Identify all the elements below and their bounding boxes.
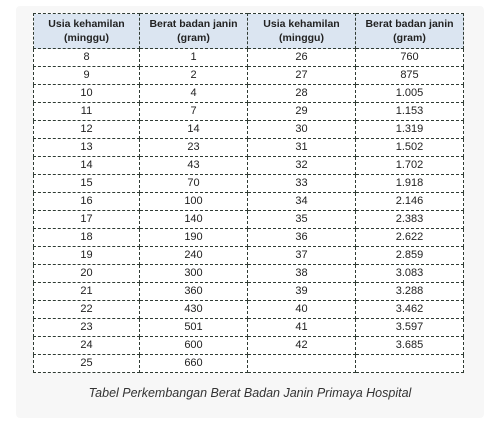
cell-fetal-weight: 1.702 xyxy=(356,157,464,175)
cell-gestational-age: 41 xyxy=(248,319,356,337)
header-line: Usia kehamilan xyxy=(263,18,340,30)
header-unit: (gram) xyxy=(177,32,210,44)
cell-fetal-weight xyxy=(356,355,464,373)
table-row xyxy=(34,247,464,265)
cell-fetal-weight: 3.597 xyxy=(356,319,464,337)
cell-gestational-age: 28 xyxy=(248,85,356,103)
table-row xyxy=(34,337,464,355)
cell-fetal-weight: 430 xyxy=(140,301,248,319)
table-row xyxy=(34,85,464,103)
header-unit: (minggu) xyxy=(64,32,109,44)
cell-gestational-age: 8 xyxy=(34,49,140,67)
cell-gestational-age: 38 xyxy=(248,265,356,283)
table-row xyxy=(34,175,464,193)
table-row xyxy=(34,193,464,211)
header-gestational-age xyxy=(248,14,356,49)
cell-gestational-age: 15 xyxy=(34,175,140,193)
cell-fetal-weight: 1.005 xyxy=(356,85,464,103)
header-line: Berat badan janin xyxy=(365,18,454,30)
cell-fetal-weight: 1.502 xyxy=(356,139,464,157)
table-row xyxy=(34,67,464,85)
cell-gestational-age: 25 xyxy=(34,355,140,373)
cell-fetal-weight: 1.319 xyxy=(356,121,464,139)
cell-gestational-age: 21 xyxy=(34,283,140,301)
table-header-row xyxy=(34,14,464,49)
cell-gestational-age: 33 xyxy=(248,175,356,193)
cell-gestational-age: 16 xyxy=(34,193,140,211)
table-row xyxy=(34,319,464,337)
table-caption: Tabel Perkembangan Berat Badan Janin Primaya Hospital xyxy=(88,386,412,400)
cell-gestational-age: 18 xyxy=(34,229,140,247)
cell-gestational-age: 17 xyxy=(34,211,140,229)
cell-fetal-weight: 300 xyxy=(140,265,248,283)
cell-fetal-weight: 1.153 xyxy=(356,103,464,121)
cell-gestational-age xyxy=(248,355,356,373)
cell-fetal-weight: 4 xyxy=(140,85,248,103)
cell-gestational-age: 30 xyxy=(248,121,356,139)
table-row xyxy=(34,355,464,373)
cell-gestational-age: 13 xyxy=(34,139,140,157)
cell-fetal-weight: 501 xyxy=(140,319,248,337)
table-row xyxy=(34,157,464,175)
cell-fetal-weight: 875 xyxy=(356,67,464,85)
table-body xyxy=(34,49,464,373)
cell-gestational-age: 22 xyxy=(34,301,140,319)
fetal-weight-table xyxy=(33,13,464,373)
cell-gestational-age: 37 xyxy=(248,247,356,265)
cell-gestational-age: 23 xyxy=(34,319,140,337)
cell-gestational-age: 42 xyxy=(248,337,356,355)
cell-gestational-age: 19 xyxy=(34,247,140,265)
cell-fetal-weight: 2.622 xyxy=(356,229,464,247)
cell-fetal-weight: 2 xyxy=(140,67,248,85)
table-container xyxy=(33,13,464,373)
cell-fetal-weight: 360 xyxy=(140,283,248,301)
cell-fetal-weight: 3.462 xyxy=(356,301,464,319)
cell-fetal-weight: 2.146 xyxy=(356,193,464,211)
cell-fetal-weight: 3.685 xyxy=(356,337,464,355)
cell-fetal-weight: 140 xyxy=(140,211,248,229)
cell-gestational-age: 26 xyxy=(248,49,356,67)
cell-fetal-weight: 1.918 xyxy=(356,175,464,193)
header-fetal-weight xyxy=(356,14,464,49)
cell-gestational-age: 10 xyxy=(34,85,140,103)
cell-fetal-weight: 14 xyxy=(140,121,248,139)
cell-gestational-age: 14 xyxy=(34,157,140,175)
table-row xyxy=(34,229,464,247)
table-row xyxy=(34,121,464,139)
cell-gestational-age: 12 xyxy=(34,121,140,139)
cell-fetal-weight: 190 xyxy=(140,229,248,247)
cell-gestational-age: 9 xyxy=(34,67,140,85)
table-row xyxy=(34,49,464,67)
cell-gestational-age: 27 xyxy=(248,67,356,85)
table-row xyxy=(34,283,464,301)
cell-fetal-weight: 240 xyxy=(140,247,248,265)
cell-fetal-weight: 7 xyxy=(140,103,248,121)
cell-gestational-age: 24 xyxy=(34,337,140,355)
header-fetal-weight xyxy=(140,14,248,49)
table-row xyxy=(34,139,464,157)
header-line: Usia kehamilan xyxy=(48,18,125,30)
cell-fetal-weight: 2.383 xyxy=(356,211,464,229)
cell-fetal-weight: 43 xyxy=(140,157,248,175)
cell-gestational-age: 35 xyxy=(248,211,356,229)
cell-fetal-weight: 3.083 xyxy=(356,265,464,283)
cell-gestational-age: 20 xyxy=(34,265,140,283)
header-unit: (gram) xyxy=(393,32,426,44)
cell-gestational-age: 40 xyxy=(248,301,356,319)
cell-gestational-age: 36 xyxy=(248,229,356,247)
table-row xyxy=(34,301,464,319)
cell-gestational-age: 34 xyxy=(248,193,356,211)
cell-fetal-weight: 660 xyxy=(140,355,248,373)
cell-fetal-weight: 2.859 xyxy=(356,247,464,265)
cell-gestational-age: 32 xyxy=(248,157,356,175)
cell-fetal-weight: 100 xyxy=(140,193,248,211)
table-row xyxy=(34,265,464,283)
cell-fetal-weight: 70 xyxy=(140,175,248,193)
cell-fetal-weight: 23 xyxy=(140,139,248,157)
cell-gestational-age: 31 xyxy=(248,139,356,157)
cell-gestational-age: 39 xyxy=(248,283,356,301)
cell-fetal-weight: 1 xyxy=(140,49,248,67)
header-line: Berat badan janin xyxy=(149,18,238,30)
header-gestational-age xyxy=(34,14,140,49)
table-row xyxy=(34,211,464,229)
cell-fetal-weight: 760 xyxy=(356,49,464,67)
table-row xyxy=(34,103,464,121)
cell-gestational-age: 29 xyxy=(248,103,356,121)
cell-fetal-weight: 3.288 xyxy=(356,283,464,301)
cell-gestational-age: 11 xyxy=(34,103,140,121)
cell-fetal-weight: 600 xyxy=(140,337,248,355)
header-unit: (minggu) xyxy=(279,32,324,44)
